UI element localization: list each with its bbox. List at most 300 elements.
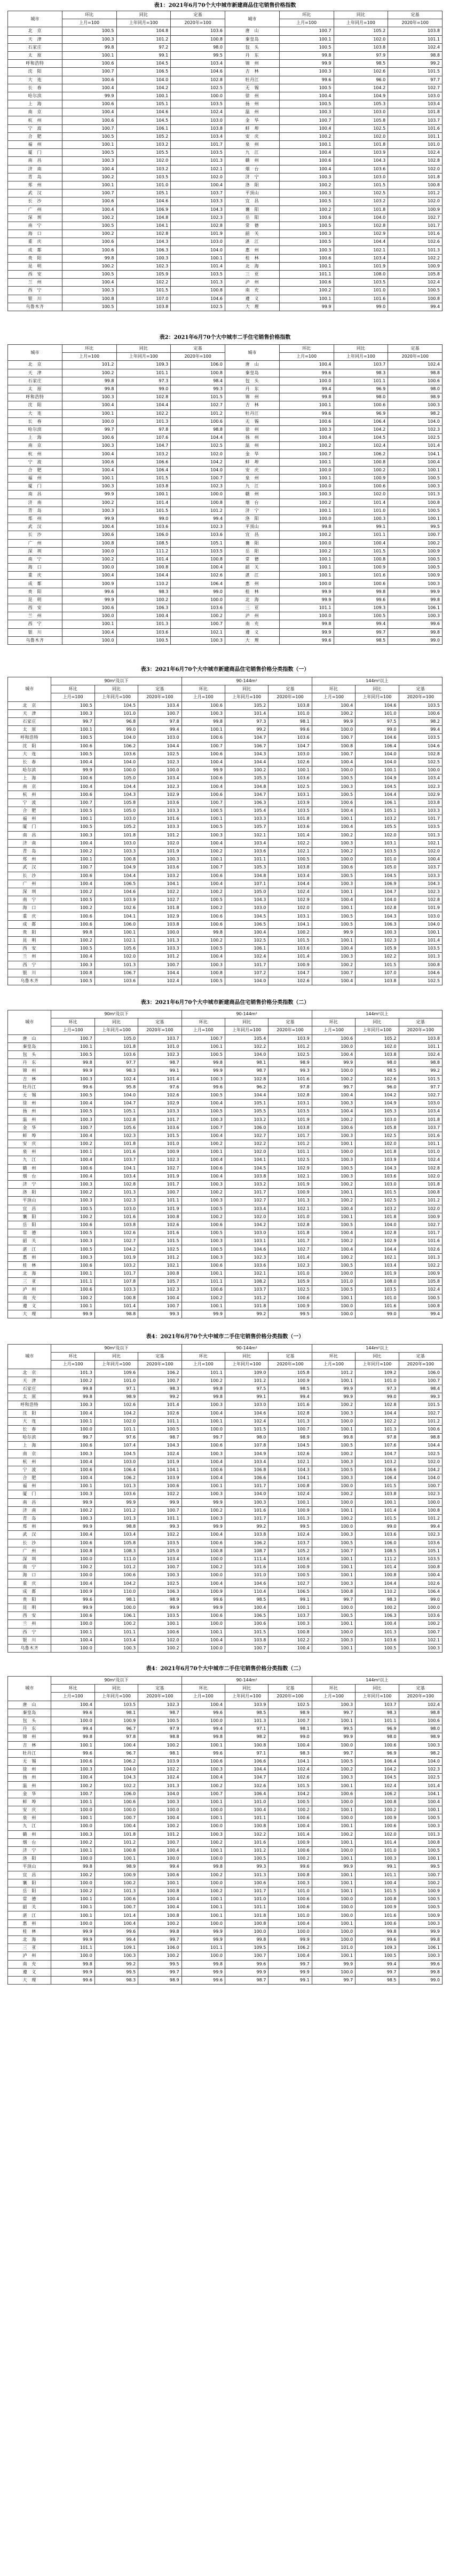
index-value: 103.7 — [138, 1034, 181, 1042]
index-value: 102.4 — [388, 279, 443, 287]
index-value: 99.8 — [181, 1863, 225, 1871]
table-row — [8, 230, 443, 238]
index-value: 99.8 — [181, 1385, 225, 1393]
index-value: 99.9 — [51, 1498, 94, 1506]
index-value: 100.1 — [62, 475, 116, 483]
index-value: 101.2 — [94, 1838, 138, 1846]
index-value: 101.1 — [51, 1944, 94, 1952]
index-value: 102.4 — [269, 888, 312, 896]
index-value: 105.7 — [225, 823, 268, 831]
city-name: 唐 山 — [225, 27, 280, 35]
index-value: 100.4 — [388, 458, 443, 466]
index-value: 100.2 — [312, 1116, 355, 1124]
index-value: 105.3 — [356, 1108, 399, 1116]
index-value: 100.1 — [312, 815, 355, 823]
table-row — [8, 1531, 443, 1539]
index-value: 100.6 — [269, 1895, 312, 1903]
index-value: 100.4 — [51, 1409, 94, 1417]
city-name: 天 津 — [8, 1377, 51, 1385]
index-value: 99.9 — [181, 767, 225, 775]
index-value: 103.0 — [94, 839, 138, 847]
index-value: 103.6 — [94, 750, 138, 758]
index-value: 103.0 — [171, 116, 225, 124]
index-value: 101.8 — [225, 1911, 268, 1919]
index-value: 101.2 — [225, 1294, 268, 1302]
index-value: 103.9 — [94, 896, 138, 904]
header-group: 144m²以上 — [312, 677, 442, 685]
city-name: 北 海 — [225, 596, 280, 604]
table-row — [8, 51, 443, 59]
city-name: 哈尔滨 — [8, 767, 51, 775]
index-value: 100.0 — [181, 1879, 225, 1887]
index-value: 100.2 — [62, 230, 116, 238]
table-row — [8, 377, 443, 385]
table-row — [8, 1814, 443, 1822]
header-sub: 上月=100 — [51, 1361, 94, 1369]
table-row — [8, 1067, 443, 1075]
index-value: 106.1 — [399, 1944, 442, 1952]
index-value: 100.1 — [269, 1604, 312, 1612]
index-value: 102.6 — [399, 1245, 442, 1253]
index-value: 99.8 — [51, 1733, 94, 1741]
table-row — [8, 750, 443, 758]
index-value: 100.1 — [51, 1042, 94, 1050]
index-value: 100.3 — [312, 1156, 355, 1164]
header-sub: 上月=100 — [51, 693, 94, 701]
header-base: 定基 — [399, 1018, 442, 1026]
index-value: 104.6 — [399, 969, 442, 977]
index-value: 100.0 — [312, 1968, 355, 1976]
city-name: 重 庆 — [8, 572, 62, 580]
city-name: 赣 州 — [225, 157, 280, 165]
city-name: 包 头 — [8, 1050, 51, 1058]
index-value: 102.3 — [94, 1132, 138, 1140]
index-value: 101.4 — [94, 1911, 138, 1919]
index-value: 99.4 — [138, 726, 181, 734]
header-yoy: 同比 — [116, 345, 171, 353]
index-value: 100.0 — [51, 1555, 94, 1563]
city-name: 岳 阳 — [8, 1887, 51, 1895]
table-row — [8, 758, 443, 766]
index-value: 100.6 — [181, 1539, 225, 1547]
index-value: 101.3 — [388, 491, 443, 499]
index-value: 110.0 — [94, 1587, 138, 1595]
index-value: 100.0 — [181, 1855, 225, 1863]
index-value: 100.7 — [312, 969, 355, 977]
index-value: 102.2 — [225, 1042, 268, 1050]
index-value: 100.6 — [62, 246, 116, 254]
index-value: 105.8 — [94, 1539, 138, 1547]
header-group: 144m²以上 — [312, 1010, 442, 1018]
index-value: 100.1 — [279, 141, 334, 149]
table-row — [8, 165, 443, 173]
city-name: 太 原 — [8, 726, 51, 734]
index-value: 99.7 — [51, 1434, 94, 1442]
index-value: 96.7 — [94, 1725, 138, 1733]
index-value: 100.6 — [399, 709, 442, 717]
index-value: 100.4 — [181, 1172, 225, 1180]
index-value: 100.8 — [171, 287, 225, 295]
index-value: 97.1 — [94, 1385, 138, 1393]
table-row — [8, 1466, 443, 1474]
city-name: 包 头 — [225, 43, 280, 51]
index-value: 100.5 — [51, 1108, 94, 1116]
index-value: 103.6 — [94, 1490, 138, 1498]
index-value: 101.3 — [356, 1628, 399, 1636]
index-value: 97.8 — [94, 1733, 138, 1741]
index-value: 109.3 — [356, 1944, 399, 1952]
index-value: 101.2 — [94, 1506, 138, 1514]
header-mom: 环比 — [181, 1018, 225, 1026]
index-value: 100.6 — [181, 1757, 225, 1765]
index-value: 102.9 — [399, 791, 442, 799]
index-value: 100.8 — [138, 1887, 181, 1895]
index-value: 100.1 — [51, 1417, 94, 1425]
index-value: 100.0 — [181, 1717, 225, 1725]
city-name: 三 亚 — [225, 604, 280, 612]
index-value: 106.6 — [356, 1466, 399, 1474]
table-title: 表1：2021年6月70个大中城市新建商品住宅销售价格指数 — [154, 3, 296, 9]
index-value: 101.1 — [94, 1425, 138, 1433]
index-value: 100.7 — [181, 1034, 225, 1042]
index-value: 104.4 — [356, 1409, 399, 1417]
index-value: 101.0 — [269, 1213, 312, 1221]
index-value: 103.5 — [171, 100, 225, 108]
index-value: 104.1 — [388, 450, 443, 458]
city-name: 韶 关 — [225, 564, 280, 572]
header-group: 90m²及以下 — [51, 1345, 181, 1353]
index-value: 100.3 — [181, 1830, 225, 1838]
table-row — [8, 977, 443, 985]
index-value: 99.9 — [62, 491, 116, 499]
city-name: 兰 州 — [8, 953, 51, 961]
city-name: 桂 林 — [225, 588, 280, 596]
index-value: 103.2 — [116, 450, 171, 458]
index-value: 106.4 — [171, 580, 225, 588]
index-value: 102.2 — [356, 1417, 399, 1425]
index-value: 103.8 — [225, 1172, 268, 1180]
index-value: 100.3 — [312, 839, 355, 847]
table-row — [8, 92, 443, 100]
index-value: 102.8 — [269, 1409, 312, 1417]
city-name: 哈尔滨 — [8, 1434, 51, 1442]
index-value: 99.9 — [279, 60, 334, 68]
index-value: 100.1 — [62, 409, 116, 417]
index-value: 100.2 — [181, 1294, 225, 1302]
index-value: 100.1 — [312, 1571, 355, 1579]
index-value: 103.8 — [225, 1531, 268, 1539]
index-value: 100.5 — [62, 149, 116, 157]
index-value: 102.8 — [116, 393, 171, 401]
city-name: 西 宁 — [8, 620, 62, 628]
index-value: 101.4 — [138, 1075, 181, 1083]
index-value: 100.7 — [138, 1302, 181, 1310]
index-value: 100.8 — [356, 1571, 399, 1579]
city-name: 兰 州 — [8, 612, 62, 620]
index-value: 103.4 — [171, 132, 225, 140]
table-row — [8, 181, 443, 189]
index-value: 100.1 — [399, 1855, 442, 1863]
city-name: 九 江 — [225, 483, 280, 491]
index-value: 99.6 — [181, 1595, 225, 1603]
index-value: 101.0 — [225, 1571, 268, 1579]
city-name: 蚌 埠 — [8, 1798, 51, 1806]
index-value: 98.7 — [138, 1059, 181, 1067]
index-value: 100.2 — [181, 888, 225, 896]
index-value: 108.0 — [356, 1278, 399, 1286]
index-value: 100.1 — [181, 815, 225, 823]
index-value: 100.5 — [116, 636, 171, 644]
index-value: 100.1 — [181, 1814, 225, 1822]
index-value: 100.2 — [279, 531, 334, 539]
index-value: 102.1 — [225, 1270, 268, 1278]
index-value: 103.8 — [94, 1221, 138, 1229]
index-value: 104.0 — [356, 758, 399, 766]
index-value: 98.3 — [138, 1385, 181, 1393]
city-name: 青 岛 — [8, 847, 51, 855]
index-value: 100.2 — [312, 1253, 355, 1261]
index-value: 100.1 — [51, 1846, 94, 1854]
index-value: 100.5 — [312, 1466, 355, 1474]
index-value: 104.4 — [171, 434, 225, 442]
index-value: 104.6 — [171, 295, 225, 303]
index-value: 100.3 — [51, 1490, 94, 1498]
city-name: 秦皇岛 — [225, 35, 280, 43]
index-value: 101.5 — [334, 181, 388, 189]
header-city: 城市 — [8, 677, 51, 702]
index-value: 99.3 — [138, 1523, 181, 1531]
index-value: 100.2 — [225, 767, 268, 775]
index-value: 99.6 — [94, 1927, 138, 1935]
index-value: 103.4 — [171, 60, 225, 68]
index-value: 101.8 — [334, 206, 388, 214]
index-value: 102.8 — [269, 1221, 312, 1229]
index-value: 100.6 — [181, 920, 225, 928]
header-city: 城市 — [8, 345, 62, 361]
index-value: 101.6 — [94, 1213, 138, 1221]
index-value: 99.2 — [94, 1960, 138, 1968]
city-name: 北 京 — [8, 1369, 51, 1377]
index-value: 104.5 — [116, 116, 171, 124]
index-value: 104.4 — [269, 880, 312, 888]
table-row — [8, 246, 443, 254]
index-value: 99.9 — [51, 1310, 94, 1318]
index-value: 99.9 — [51, 1523, 94, 1531]
index-value: 100.5 — [62, 27, 116, 35]
index-value: 103.8 — [171, 124, 225, 132]
index-value: 100.3 — [138, 1798, 181, 1806]
index-value: 103.2 — [334, 197, 388, 206]
table-row — [8, 539, 443, 547]
table-row — [8, 1895, 443, 1903]
city-name: 贵 阳 — [8, 928, 51, 936]
index-value: 100.1 — [181, 1148, 225, 1156]
index-value: 99.1 — [269, 1976, 312, 1984]
city-name: 无 锡 — [8, 1757, 51, 1765]
city-name: 南 充 — [225, 620, 280, 628]
index-value: 102.3 — [399, 1766, 442, 1774]
city-name: 南 宁 — [8, 896, 51, 904]
city-name: 武 汉 — [8, 1531, 51, 1539]
index-value: 100.1 — [138, 1879, 181, 1887]
city-name: 遵 义 — [225, 295, 280, 303]
city-name: 乌鲁木齐 — [8, 1644, 51, 1652]
index-value: 100.3 — [356, 928, 399, 936]
index-value: 101.0 — [356, 709, 399, 717]
table-row — [8, 888, 443, 896]
index-value: 100.5 — [51, 1205, 94, 1213]
index-value: 102.4 — [171, 108, 225, 116]
index-value: 101.3 — [225, 1871, 268, 1879]
index-value: 102.4 — [388, 43, 443, 51]
index-value: 100.2 — [62, 555, 116, 563]
city-name: 昆 明 — [8, 1604, 51, 1612]
index-value: 100.6 — [51, 1442, 94, 1450]
index-value: 103.5 — [138, 1539, 181, 1547]
index-value: 100.6 — [181, 701, 225, 709]
index-value: 100.5 — [51, 1091, 94, 1099]
index-value: 102.6 — [269, 758, 312, 766]
index-value: 102.0 — [399, 1172, 442, 1180]
city-name: 三 亚 — [225, 271, 280, 279]
index-value: 103.5 — [116, 173, 171, 181]
index-value: 101.1 — [388, 35, 443, 43]
index-value: 100.4 — [279, 165, 334, 173]
index-value: 103.5 — [269, 807, 312, 815]
index-value: 106.3 — [116, 246, 171, 254]
header-group: 90-144m² — [181, 1010, 312, 1018]
index-value: 100.4 — [62, 572, 116, 580]
index-value: 100.6 — [62, 76, 116, 84]
index-value: 104.0 — [138, 1790, 181, 1798]
index-value: 101.2 — [269, 1140, 312, 1148]
index-value: 98.1 — [269, 1725, 312, 1733]
index-value: 102.9 — [138, 912, 181, 920]
city-name: 郑 州 — [8, 1523, 51, 1531]
index-value: 106.2 — [269, 1944, 312, 1952]
city-name: 湛 江 — [8, 1911, 51, 1919]
index-value: 100.6 — [279, 157, 334, 165]
table-row — [8, 507, 443, 515]
table-row — [8, 1075, 443, 1083]
header-base: 定基 — [138, 1018, 181, 1026]
index-value: 100.0 — [399, 1498, 442, 1506]
index-value: 104.0 — [356, 750, 399, 758]
index-value: 101.8 — [334, 141, 388, 149]
index-value: 100.0 — [51, 1919, 94, 1927]
table-row — [8, 628, 443, 636]
index-value: 98.8 — [138, 1733, 181, 1741]
index-value: 100.2 — [51, 1213, 94, 1221]
index-value: 99.7 — [312, 1709, 355, 1717]
index-value: 99.9 — [312, 1960, 355, 1968]
index-value: 100.2 — [51, 904, 94, 912]
index-value: 102.0 — [171, 450, 225, 458]
index-value: 103.6 — [116, 523, 171, 531]
city-name: 温 州 — [225, 108, 280, 116]
city-name: 丹 东 — [225, 385, 280, 393]
index-value: 104.4 — [225, 1091, 268, 1099]
index-value: 100.9 — [269, 961, 312, 969]
index-value: 100.7 — [138, 1506, 181, 1514]
city-name: 惠 州 — [8, 1253, 51, 1261]
table-row — [8, 116, 443, 124]
index-value: 101.5 — [269, 1782, 312, 1790]
index-value: 100.6 — [269, 1294, 312, 1302]
index-value: 103.1 — [356, 839, 399, 847]
index-value: 100.0 — [312, 1927, 355, 1935]
index-value: 100.2 — [181, 1189, 225, 1197]
index-value: 106.3 — [225, 799, 268, 807]
data-table-wrap — [7, 1676, 443, 1985]
index-value: 100.1 — [181, 1741, 225, 1749]
table-row — [8, 1197, 443, 1205]
index-value: 99.2 — [399, 1067, 442, 1075]
index-value: 99.6 — [181, 1083, 225, 1091]
index-value: 100.0 — [312, 1482, 355, 1490]
index-value: 100.2 — [51, 1189, 94, 1197]
index-value: 108.0 — [334, 271, 388, 279]
index-value: 103.5 — [356, 847, 399, 855]
index-value: 105.3 — [225, 864, 268, 872]
index-value: 103.8 — [388, 27, 443, 35]
table-row — [8, 1620, 443, 1628]
index-value: 100.5 — [181, 1205, 225, 1213]
table-row — [8, 580, 443, 588]
index-value: 111.0 — [94, 1555, 138, 1563]
index-value: 101.8 — [269, 1229, 312, 1237]
index-value: 100.0 — [171, 596, 225, 604]
city-name: 烟 台 — [8, 1838, 51, 1846]
index-value: 100.3 — [51, 1197, 94, 1205]
index-value: 100.4 — [356, 1620, 399, 1628]
index-value: 105.2 — [269, 1547, 312, 1555]
index-value: 100.3 — [138, 856, 181, 864]
index-value: 100.1 — [312, 1919, 355, 1927]
header-sub: 2020年=100 — [399, 1693, 442, 1701]
table-row — [8, 531, 443, 539]
index-value: 102.6 — [94, 1229, 138, 1237]
table-row — [8, 197, 443, 206]
index-value: 101.2 — [225, 1377, 268, 1385]
city-name: 西 安 — [8, 271, 62, 279]
index-value: 102.4 — [399, 1286, 442, 1294]
index-value: 102.1 — [399, 839, 442, 847]
index-value: 100.0 — [181, 1806, 225, 1814]
index-value: 100.1 — [312, 1855, 355, 1863]
index-value: 100.3 — [312, 1172, 355, 1180]
index-value: 100.5 — [312, 1221, 355, 1229]
index-value: 100.2 — [51, 1838, 94, 1846]
index-value: 99.9 — [181, 1523, 225, 1531]
index-value: 101.9 — [399, 904, 442, 912]
table-row — [8, 1498, 443, 1506]
index-value: 100.1 — [116, 491, 171, 499]
city-name: 海 口 — [8, 230, 62, 238]
index-value: 102.6 — [269, 1450, 312, 1458]
city-name: 大 理 — [225, 636, 280, 644]
table-row — [8, 807, 443, 815]
index-value: 99.8 — [388, 628, 443, 636]
index-value: 100.0 — [62, 417, 116, 425]
table-row — [8, 1091, 443, 1099]
index-value: 100.6 — [312, 864, 355, 872]
index-value: 108.7 — [225, 1547, 268, 1555]
table-row — [8, 1563, 443, 1571]
table-row — [8, 271, 443, 279]
table-row — [8, 1612, 443, 1620]
index-value: 100.8 — [399, 961, 442, 969]
